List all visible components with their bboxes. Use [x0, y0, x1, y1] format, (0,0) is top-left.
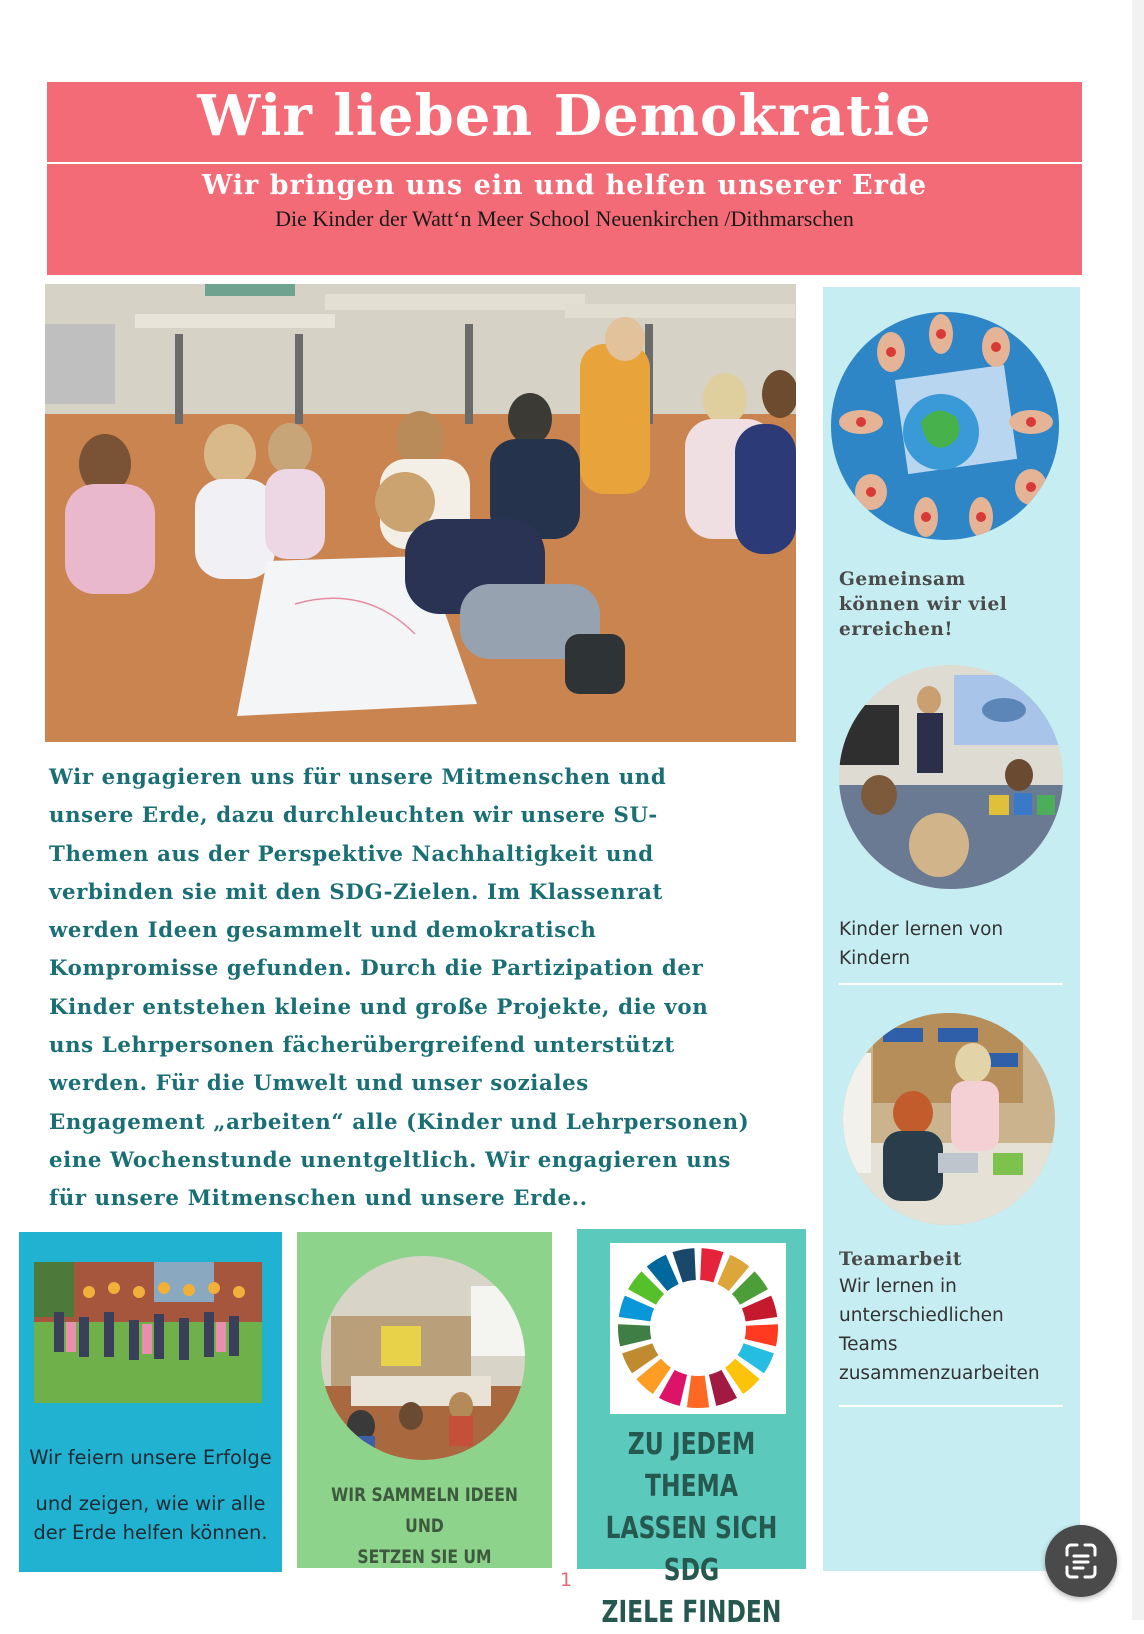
- page-subtitle: Wir bringen uns ein und helfen unserer Erde: [201, 170, 928, 201]
- photo-hands-earth-circle: [831, 312, 1059, 540]
- right-sidebar: [823, 287, 1080, 1571]
- scan-text-icon: [1045, 1525, 1117, 1597]
- sidebar-caption-teamwork-title: Teamarbeit: [839, 1249, 962, 1270]
- box-celebrate: [19, 1232, 282, 1572]
- box-sdg-goals: [577, 1229, 806, 1630]
- photo-classroom-hands-up-circle: [321, 1256, 525, 1460]
- page-edge: [1132, 0, 1144, 1620]
- school-byline: Die Kinder der Watt‘n Meer School Neuenkirchen /Dithmarschen: [275, 206, 854, 231]
- sdg-wheel-segment: [672, 1248, 695, 1282]
- sidebar-divider: [839, 1405, 1063, 1407]
- body-line: Kinder entstehen kleine und große Projekte, die von: [49, 994, 709, 1020]
- sidebar-caption-kids-learn: Kinder lernen von Kindern: [839, 919, 1004, 969]
- box-celebrate-line-3: der Erde helfen können.: [33, 1521, 268, 1544]
- page-title: Wir lieben Demokratie: [197, 83, 932, 149]
- sidebar-caption-teamwork: Wir lernen in unterschiedlichen Teams zusammenzuarbeiten: [839, 1276, 1040, 1384]
- body-line: verbinden sie mit den SDG-Zielen. Im Klassenrat: [49, 879, 663, 905]
- banner-divider: [47, 162, 1082, 164]
- body-line: werden. Für die Umwelt und unser soziales: [49, 1071, 589, 1097]
- body-line: Kompromisse gefunden. Durch die Partizipation der: [49, 956, 704, 982]
- article-body: [49, 759, 819, 1219]
- box-sdg-goals-caption: ZU JEDEM THEMA LASSEN SICH SDG ZIELE FINDEN: [601, 1427, 782, 1630]
- photo-teamwork-circle: [843, 1013, 1055, 1225]
- body-line: uns Lehrpersonen fächerübergreifend unterstützt: [49, 1033, 675, 1059]
- body-line: unsere Erde, dazu durchleuchten wir unsere SU-: [49, 803, 658, 829]
- sdg-wheel-logo: [610, 1243, 786, 1414]
- body-line: eine Wochenstunde unentgeltlich. Wir engagieren uns: [49, 1147, 732, 1173]
- sdg-wheel-segment: [700, 1248, 723, 1282]
- box-celebrate-line-2: und zeigen, wie wir alle: [35, 1492, 266, 1515]
- body-line: für unsere Mitmenschen und unsere Erde..: [49, 1186, 588, 1212]
- sdg-wheel-segment: [745, 1324, 778, 1346]
- sdg-wheel-segment: [618, 1324, 651, 1346]
- box-collect-ideas: [297, 1232, 552, 1568]
- photo-schoolyard: [34, 1262, 262, 1403]
- main-photo-classroom-circle: [45, 284, 796, 742]
- body-line: Wir engagieren uns für unsere Mitmenschen und: [49, 765, 667, 790]
- page-number: 1: [560, 1569, 573, 1591]
- body-line: Themen aus der Perspektive Nachhaltigkeit und: [49, 841, 654, 867]
- box-celebrate-line-1: Wir feiern unsere Erfolge: [29, 1446, 272, 1469]
- box-collect-ideas-caption: WIR SAMMELN IDEEN UND SETZEN SIE UM: [331, 1484, 518, 1568]
- photo-kids-teach-kids-circle: [839, 665, 1063, 889]
- sidebar-divider: [839, 983, 1063, 985]
- body-line: Engagement „arbeiten“ alle (Kinder und Lehrpersonen): [49, 1109, 750, 1135]
- body-line: werden Ideen gesammelt und demokratisch: [49, 918, 597, 944]
- sidebar-caption-together: Gemeinsam können wir viel erreichen!: [839, 569, 1008, 640]
- sdg-wheel-segment: [687, 1376, 709, 1408]
- header-banner: [47, 82, 1082, 275]
- scan-text-button[interactable]: [1045, 1525, 1117, 1597]
